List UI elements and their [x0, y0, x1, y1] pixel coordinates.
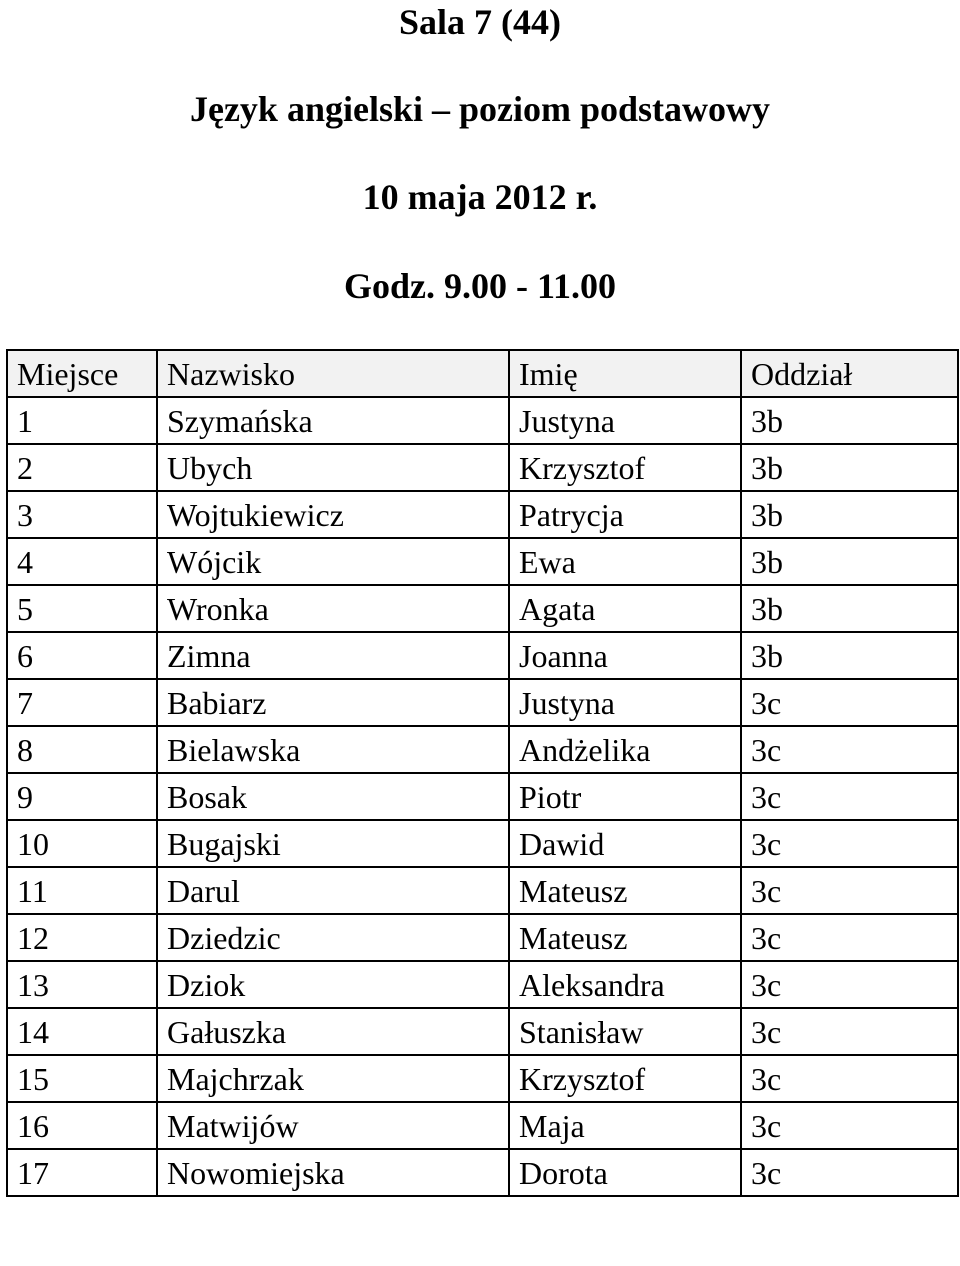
cell-first-name: Stanisław [509, 1008, 741, 1055]
cell-class: 3c [741, 1008, 958, 1055]
cell-surname: Matwijów [157, 1102, 509, 1149]
cell-class: 3b [741, 632, 958, 679]
cell-class: 3c [741, 820, 958, 867]
cell-class: 3c [741, 867, 958, 914]
cell-seat: 7 [7, 679, 157, 726]
cell-class: 3b [741, 585, 958, 632]
cell-surname: Dziedzic [157, 914, 509, 961]
cell-first-name: Krzysztof [509, 1055, 741, 1102]
cell-first-name: Dorota [509, 1149, 741, 1196]
column-header-first-name: Imię [509, 350, 741, 397]
cell-class: 3c [741, 773, 958, 820]
cell-surname: Wojtukiewicz [157, 491, 509, 538]
cell-surname: Wronka [157, 585, 509, 632]
cell-seat: 10 [7, 820, 157, 867]
table-row [7, 538, 958, 585]
cell-first-name: Joanna [509, 632, 741, 679]
table-row [7, 1149, 958, 1196]
cell-class: 3c [741, 961, 958, 1008]
cell-class: 3c [741, 1102, 958, 1149]
table-row [7, 961, 958, 1008]
table-row [7, 444, 958, 491]
cell-seat: 13 [7, 961, 157, 1008]
cell-first-name: Agata [509, 585, 741, 632]
table-row [7, 679, 958, 726]
cell-seat: 16 [7, 1102, 157, 1149]
cell-first-name: Maja [509, 1102, 741, 1149]
cell-first-name: Mateusz [509, 867, 741, 914]
cell-class: 3b [741, 397, 958, 444]
column-header-surname: Nazwisko [157, 350, 509, 397]
cell-surname: Zimna [157, 632, 509, 679]
cell-first-name: Piotr [509, 773, 741, 820]
seating-table [6, 349, 959, 1197]
cell-first-name: Justyna [509, 679, 741, 726]
cell-seat: 1 [7, 397, 157, 444]
cell-class: 3c [741, 1149, 958, 1196]
table-row [7, 867, 958, 914]
exam-time: Godz. 9.00 - 11.00 [343, 266, 616, 306]
table-row [7, 491, 958, 538]
cell-surname: Ubych [157, 444, 509, 491]
table-row [7, 632, 958, 679]
cell-first-name: Justyna [509, 397, 741, 444]
cell-surname: Gałuszka [157, 1008, 509, 1055]
cell-class: 3c [741, 679, 958, 726]
column-header-seat: Miejsce [7, 350, 157, 397]
cell-class: 3b [741, 444, 958, 491]
cell-seat: 9 [7, 773, 157, 820]
cell-surname: Wójcik [157, 538, 509, 585]
table-row [7, 1008, 958, 1055]
table-row [7, 820, 958, 867]
cell-class: 3b [741, 491, 958, 538]
cell-surname: Darul [157, 867, 509, 914]
cell-surname: Majchrzak [157, 1055, 509, 1102]
cell-surname: Nowomiejska [157, 1149, 509, 1196]
cell-seat: 2 [7, 444, 157, 491]
cell-seat: 8 [7, 726, 157, 773]
table-header-row [7, 350, 958, 397]
cell-surname: Bosak [157, 773, 509, 820]
table-row [7, 1055, 958, 1102]
room-title: Sala 7 (44) [399, 2, 561, 42]
cell-first-name: Aleksandra [509, 961, 741, 1008]
cell-seat: 3 [7, 491, 157, 538]
cell-seat: 5 [7, 585, 157, 632]
cell-first-name: Patrycja [509, 491, 741, 538]
cell-surname: Babiarz [157, 679, 509, 726]
cell-first-name: Dawid [509, 820, 741, 867]
table-row [7, 914, 958, 961]
cell-surname: Bielawska [157, 726, 509, 773]
cell-first-name: Krzysztof [509, 444, 741, 491]
cell-seat: 6 [7, 632, 157, 679]
cell-surname: Bugajski [157, 820, 509, 867]
table-row [7, 773, 958, 820]
cell-seat: 15 [7, 1055, 157, 1102]
cell-first-name: Andżelika [509, 726, 741, 773]
table-row [7, 585, 958, 632]
cell-first-name: Ewa [509, 538, 741, 585]
exam-date: 10 maja 2012 r. [362, 177, 598, 217]
table-row [7, 1102, 958, 1149]
cell-seat: 11 [7, 867, 157, 914]
table-row [7, 726, 958, 773]
cell-seat: 17 [7, 1149, 157, 1196]
cell-seat: 12 [7, 914, 157, 961]
table-row [7, 397, 958, 444]
cell-class: 3c [741, 1055, 958, 1102]
cell-surname: Szymańska [157, 397, 509, 444]
cell-surname: Dziok [157, 961, 509, 1008]
cell-seat: 14 [7, 1008, 157, 1055]
column-header-class: Oddział [741, 350, 958, 397]
subject-title: Język angielski – poziom podstawowy [189, 89, 771, 129]
cell-class: 3c [741, 726, 958, 773]
cell-class: 3c [741, 914, 958, 961]
cell-first-name: Mateusz [509, 914, 741, 961]
cell-seat: 4 [7, 538, 157, 585]
cell-class: 3b [741, 538, 958, 585]
